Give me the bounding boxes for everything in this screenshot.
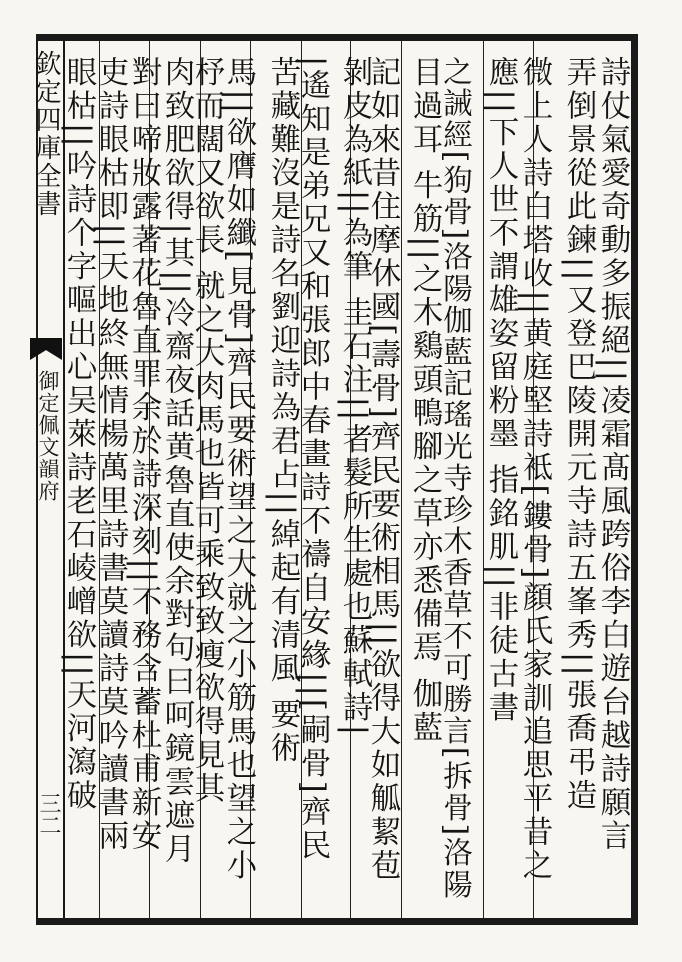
text-column-8: 剝皮為紙||為筆 圭石注||者髮所生處也蘇軾詩|: [337, 56, 372, 739]
text-column-12: 杼而闊又欲長 就之大肉馬也皆可乘致致瘦欲得見其: [189, 56, 224, 806]
text-column-7: 記如來昔住摩休國[壽骨]齊民要術相馬||欲得大如觚絜苞: [365, 56, 400, 883]
text-column-5: 之誡經[狗骨]洛陽伽藍記瑤光寺珍木香草不可勝言[拆骨]洛陽: [439, 56, 473, 901]
text-column-3: 微上人詩白塔收||黄庭堅詩袛[鏤骨]顔氏家訓追思平昔之: [517, 56, 552, 883]
text-column-9: |遙知是弟兄又和張郎中春畫詩不禱自安緣||[嗣骨]齊民: [295, 56, 330, 863]
book-title: 欽定四庫全書: [31, 50, 61, 218]
text-column-13: 肉致肥欲得|其||冷齋夜話黄魯直使余對句曰呵鏡雲遮月: [159, 56, 194, 867]
text-column-16: 眼枯||吟詩个字嘔出心吴萊詩老石崚嶒欲||天河瀉破: [61, 56, 96, 813]
text-column-15: 吏詩眼枯即||天地終無情楊萬里詩書莫讀詩莫吟讀書兩: [93, 56, 128, 854]
text-column-14: 對曰啼妝露著花魯直罪余於詩深刻||不務含蓄杜甫新安: [126, 56, 161, 854]
text-column-11: 馬||欲膺如纖[見骨]齊民要術望之大就之小筋馬也望之小: [221, 56, 256, 883]
text-column-10: 苦藏難沒是詩名劉迎詩為君占||綽起有清風 要術: [265, 56, 300, 766]
text-column-4: 應||下人世不謂雄姿留粉墨 指銘肌||非徒古書: [483, 56, 518, 725]
page-number: 三二: [36, 792, 61, 836]
text-column-1: 詩仗氣愛奇動多振絕||凌霜髙風跨俗李白遊台越詩願言: [595, 56, 630, 854]
text-column-6: 目過耳 牛筋||之木鷄頭鴨腳之草亦悉備焉 伽藍: [407, 56, 442, 745]
text-column-2: 弄倒景從此鍊||又登巴陵開元寺詩五峯秀||張喬弔造: [561, 56, 596, 813]
book-subtitle: 御定佩文韻府: [36, 370, 60, 502]
